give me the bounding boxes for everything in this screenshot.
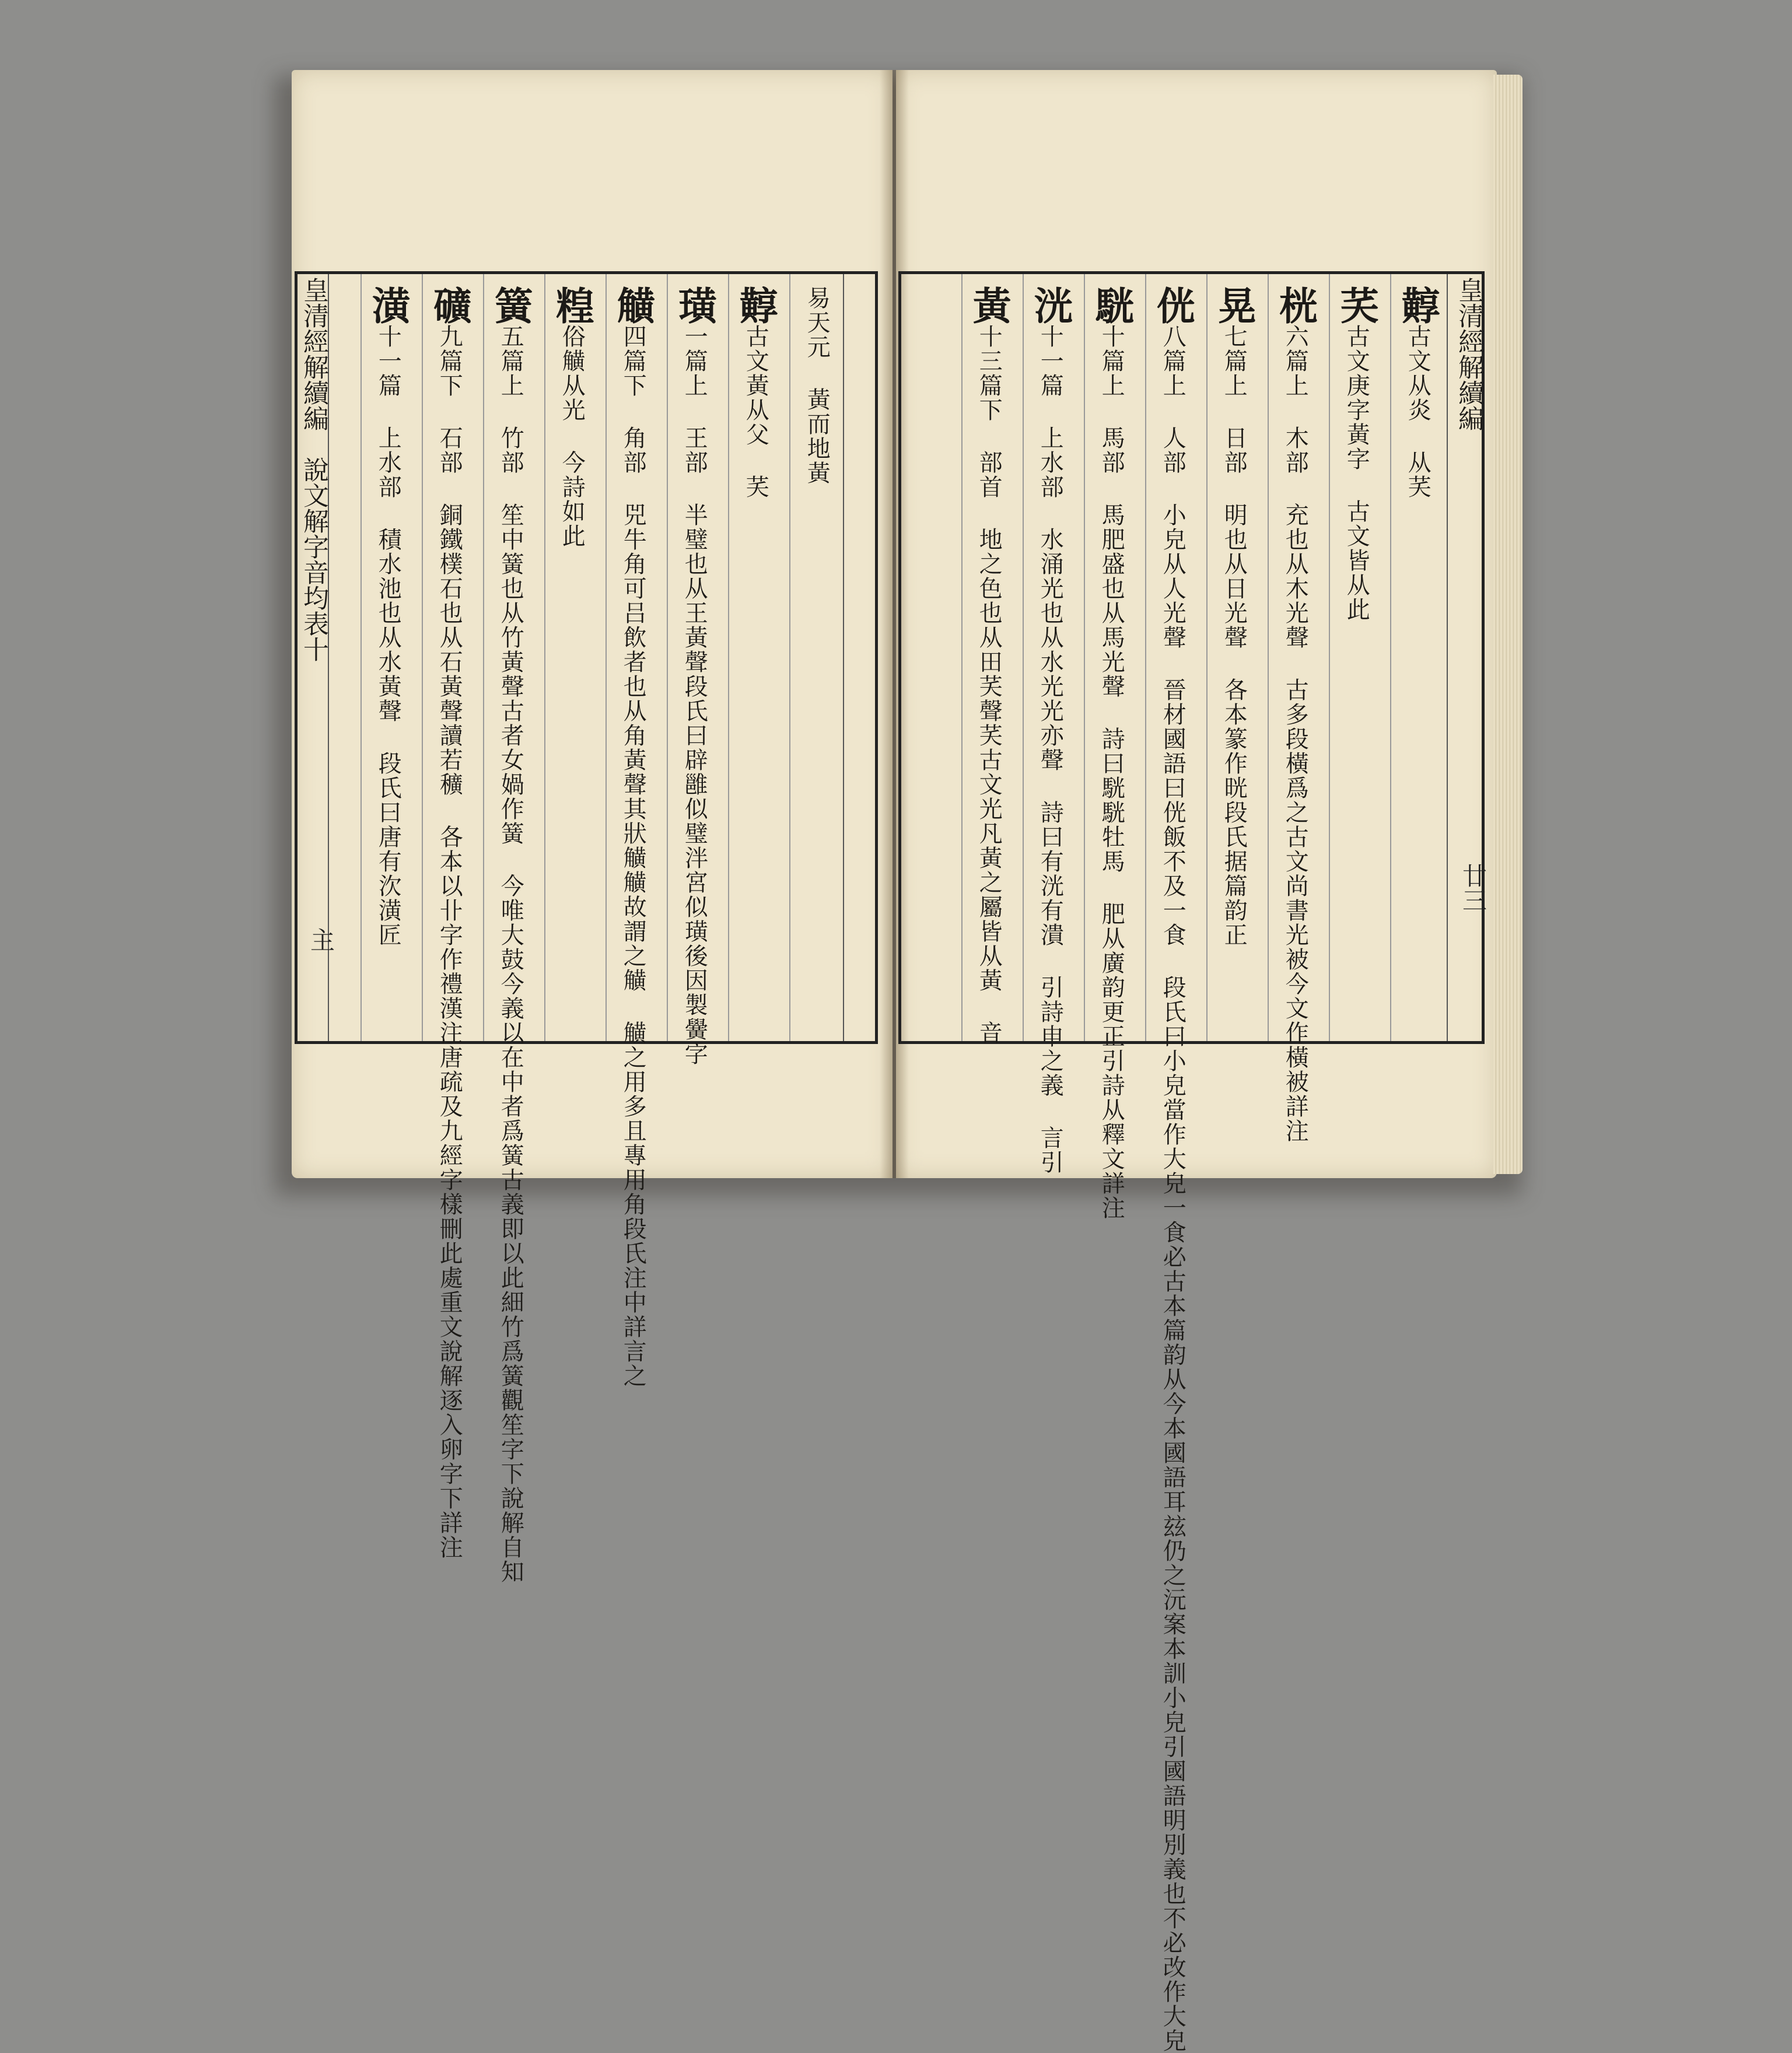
column-rule [961,274,963,1041]
gloss-text: 俗觵从光 今詩如此 [558,324,586,548]
gloss-text: 易天元 黃而地黃 [803,286,831,485]
gloss-text: 五篇上 竹部 笙中簧也从竹黃聲古者女媧作簧 今唯大鼓今義以在中者爲簧古義即以此細竹爲簧觀笙字下說解自知 [497,324,524,1584]
left-col-rule [843,274,844,1041]
column-rule [1084,274,1085,1041]
column-rule [667,274,668,1041]
headword: 洸 [1027,286,1073,324]
gloss-text: 六篇上 木部 充也从木光聲 古多段橫爲之古文尚書光被今文作橫被詳注 [1282,324,1309,1143]
column-rule [606,274,607,1041]
gloss-text: 四篇下 角部 兕牛角可吕飲者也从角黃聲其狀觵觵故謂之觵 觵之用多且專用角段氏注中詳言之 [620,324,647,1388]
text-column [1395,286,1441,1038]
text-column [1211,286,1257,1038]
left-folio: 主 [307,927,335,952]
text-column [549,286,595,1038]
text-column [733,286,779,1038]
gloss-text: 古文黃从父 芺 [742,324,769,499]
right-folio: 廿三 [1459,863,1488,912]
gloss-text: 古文从炎 从芺 [1404,324,1432,499]
headword: 䊗 [549,286,595,324]
gloss-text: 七篇上 日部 明也从日光聲 各本篆作晄段氏据篇韵正 [1220,324,1248,947]
column-rule [483,274,484,1041]
gloss-text: 十三篇下 部首 地之色也从田芺聲芺古文光凡黃之屬皆从黃 音 [975,324,1003,1045]
headword: 璜 [671,286,718,324]
right-side-title: 皇清經解續編 [1454,277,1483,431]
left-side-title: 皇清經解續編 說文解字音均表十 [299,277,328,662]
column-rule [1206,274,1208,1041]
headword: 侊 [1150,286,1196,324]
text-column [966,286,1012,1045]
right-banxin-rule [1447,274,1448,1041]
gloss-text: 十一篇 上水部 積水池也从水黃聲 段氏曰唐有㳄潢匠 [374,324,402,947]
text-column [365,286,411,1038]
headword: 簧 [488,286,534,324]
column-rule [422,274,423,1041]
text-column [796,286,836,1038]
gloss-text: 古文庚字黃字 古文皆从此 [1343,324,1370,622]
gloss-text: 十一篇 上水部 水涌光也从水光光亦聲 詩曰有洸有潰 引詩申之義 言引 [1037,324,1064,1175]
text-column [671,286,718,1066]
headword: 晃 [1211,286,1257,324]
text-column [610,286,656,1388]
column-rule [1268,274,1269,1041]
headword: 芺 [1334,286,1380,324]
gloss-text: 八篇上 人部 小皃从人光聲 晉材國語曰侊飯不及一食 段氏曰小皃當作大皃一食必古本篇韵从今本國語耳玆仍之沅案本訓小皃引國語明別義也不必改作大皃 [1159,324,1186,2053]
gloss-text: 九篇下 石部 銅鐵樸石也从石黃聲讀若穬 各本以卝字作禮漢注唐疏及九經字樣刪此處重文說解逐入卵字下詳注 [436,324,463,1560]
column-rule [789,274,790,1041]
headword: 桄 [1272,286,1318,324]
column-rule [360,274,362,1041]
column-rule [1390,274,1391,1041]
text-column [1150,286,1196,2053]
text-column [1088,286,1135,1220]
column-rule [1145,274,1146,1041]
column-rule [1329,274,1330,1041]
headword: 觵 [610,286,656,324]
column-rule [728,274,729,1041]
column-rule [544,274,545,1041]
headword: 䵍 [1395,286,1441,324]
text-column [1027,286,1073,1175]
headword: 礦 [426,286,473,324]
text-column [1272,286,1318,1143]
headword: 黃 [966,286,1012,324]
column-rule [1023,274,1024,1041]
gloss-text: 十篇上 馬部 馬肥盛也从馬光聲 詩曰駫駫牡馬 肥从廣韵更正引詩从釋文詳注 [1098,324,1125,1220]
page-edges [1493,75,1522,1174]
text-column [1334,286,1380,1038]
headword: 䵍 [733,286,779,324]
text-column [426,286,473,1560]
text-column [488,286,534,1584]
headword: 駫 [1088,286,1135,324]
gloss-text: 一篇上 王部 半璧也从王黃聲段氏曰辟雝似璧泮宮似璜後因製黌字 [681,324,708,1066]
headword: 潢 [365,286,411,324]
